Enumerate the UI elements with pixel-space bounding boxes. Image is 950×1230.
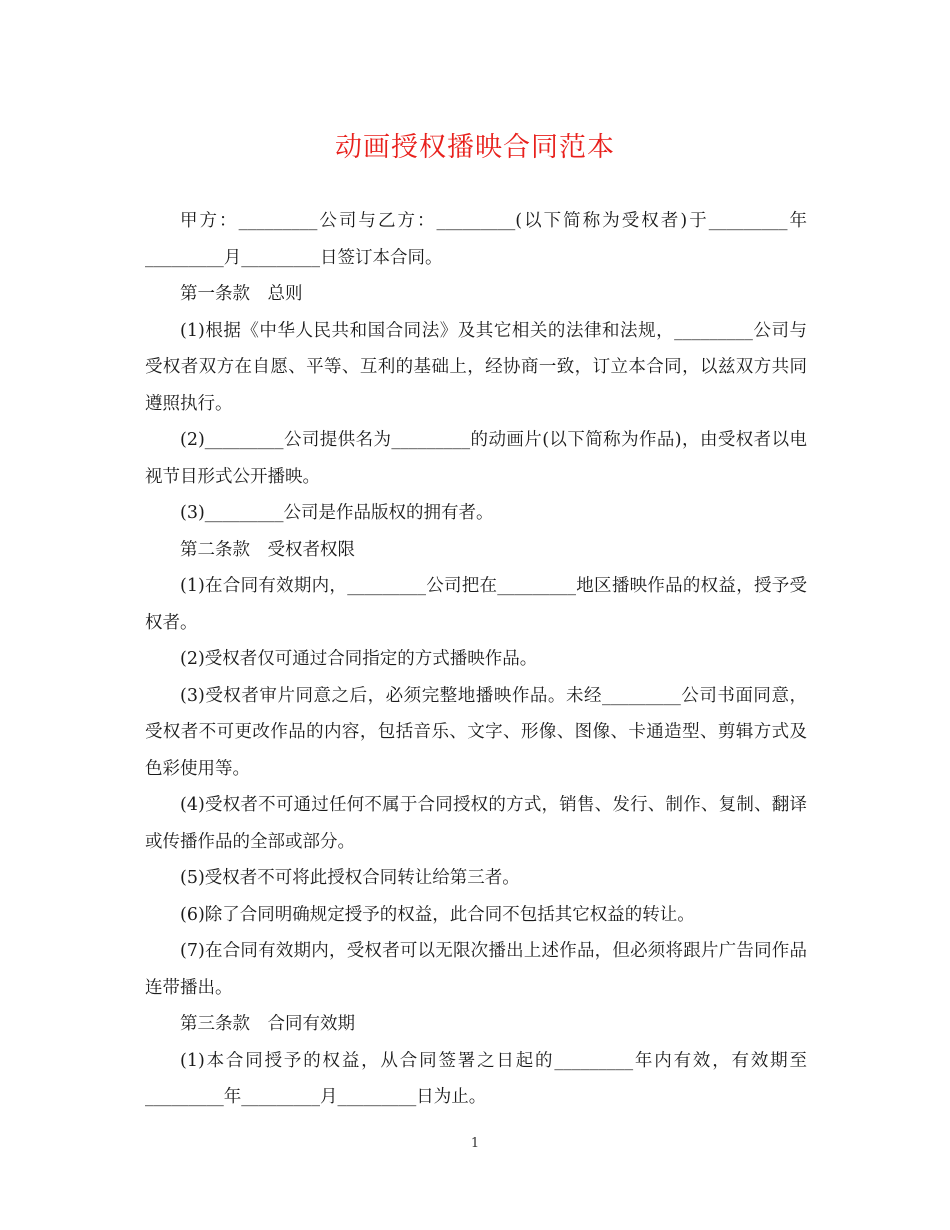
paragraph-2-1: (1)在合同有效期内，_________公司把在_________地区播映作品的权益，授予受权者。 [145,576,807,633]
paragraph-2-3: (3)受权者审片同意之后，必须完整地播映作品。未经_________公司书面同意，受权者不可更改作品的内容，包括音乐、文字、形像、图像、卡通造型、剪辑方式及色彩使用等。 [145,685,807,779]
paragraph-1-2: (2)_________公司提供名为_________的动画片(以下简称为作品)，由受权者以电视节目形式公开播映。 [145,430,807,487]
document-title: 动画授权播映合同范本 [335,132,615,163]
paragraph-2-5: (5)受权者不可将此授权合同转让给第三者。 [180,868,520,888]
section-heading-2: 第二条款 受权者权限 [180,539,355,560]
paragraph-2-2: (2)受权者仅可通过合同指定的方式播映作品。 [180,649,538,669]
paragraph-2-7: (7)在合同有效期内，受权者可以无限次播出上述作品，但必须将跟片广告同作品连带播出。 [145,941,807,998]
paragraph-parties: 甲方：_________公司与乙方：_________(以下简称为受权者)于_________年_________月_________日签订本合同。 [145,211,807,268]
paragraph-1-3: (3)_________公司是作品版权的拥有者。 [180,503,494,523]
page-number: 1 [470,1136,480,1151]
paragraph-1-1: (1)根据《中华人民共和国合同法》及其它相关的法律和法规，_________公司与受权者双方在自愿、平等、互利的基础上，经协商一致，订立本合同，以兹双方共同遵照执行。 [145,320,807,414]
paragraph-2-6: (6)除了合同明确规定授予的权益，此合同不包括其它权益的转让。 [180,904,695,925]
document-body [145,203,807,1116]
section-heading-1: 第一条款 总则 [180,284,303,304]
paragraph-3-1: (1)本合同授予的权益，从合同签署之日起的_________年内有效，有效期至_________年_________月_________日为止。 [145,1050,807,1107]
paragraph-2-4: (4)受权者不可通过任何不属于合同授权的方式，销售、发行、制作、复制、翻译或传播作品的全部或部分。 [145,795,807,852]
section-heading-3: 第三条款 合同有效期 [180,1014,355,1034]
